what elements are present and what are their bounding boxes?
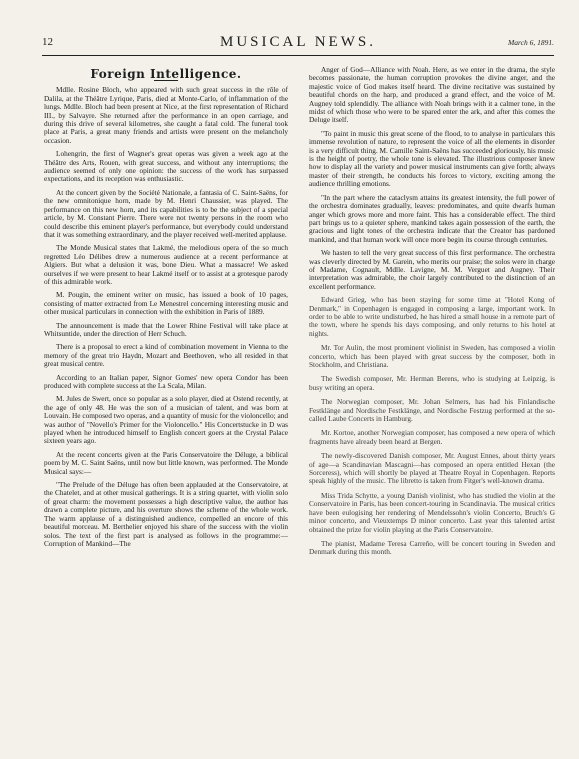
article-paragraph: The Norwegian composer, Mr. Johan Selmers, has had his Finlandische Festklänge and Nordische Festklänge, and Nordische Festzug performed at the so-called Laube Concerts in Hamburg. [309,397,555,424]
article-paragraph: M. Jules de Swert, once so popular as a solo player, died at Ostend recently, at the age of only 48. He was the son of a musician of talent, and was born at Louvain. He composed two operas, and a quantity of music for the violoncello; and was author of "Novello's Primer for the Violoncello." His Concertstucke in D was played when he introduced himself to English concert goers at the Crystal Palace sixteen years ago. [44,394,288,446]
page-number: 12 [42,36,53,48]
article-paragraph: Miss Trida Schytte, a young Danish violinist, who has studied the violin at the Conservatoire in Paris, has been concert-touring in Scandinavia. The musical critics have been eulogising her rendering of Mendelssohn's violin Concerto, Bruch's G minor concerto, and Vieuxtemps D minor concerto. Last year this talented artist obtained the prize for violin playing at the Paris Conservatoire. [309,490,555,534]
article-paragraph: The Swedish composer, Mr. Herman Berens, who is studying at Leipzig, is busy writing an opera. [309,374,555,392]
article-paragraph: Mdlle. Rosine Bloch, who appeared with such great success in the rôle of Dalila, at the Théâtre Lyrique, Paris, died at Monte-Carlo, of inflammation of the lungs. Mdlle. Bloch had been present at Nice, at the first representation of Richard III., by Salvayre. She returned after the performance in an open carriage, and during this drive of several kilometres, she caught a fatal cold. The funeral took place at Paris, a great many friends and artists were present on the melancholy occasion. [44,85,288,145]
article-paragraph: At the recent concerts given at the Paris Conservatoire the Déluge, a biblical poem by M. C. Saint Saëns, until now but little known, was performed. The Monde Musical says:— [44,449,288,476]
article-paragraph: "To paint in music this great scene of the flood, to to analyse in particulars this immense revolution of nature, to represent the voice of all the elements in disorder is a very difficult thing. M. Camille Saint-Saëns has succeeded gloriously, his music is the height of poetry, the whole tone is elevated. The illustrious composer knew how to display all the variety and power musical instruments can give forth; always master of their strength, he conducts his forces to victory, exciting among the audience thrilling emotions. [309,128,555,189]
article-paragraph: Anger of God—Alliance with Noah. Here, as we enter in the drama, the style becomes passionate, the human corruption provokes the divine anger, and the majestic voice of God makes itself heard. The divine recitative was sustained by beautiful chords on the harp, and produced a grand effect, and the voice of M. Augney told splendidly. The alliance with Noah brings with it a calmer tone, in the midst of which those who were to be spared enter the ark, and after this comes the Deluge itself. [309,65,555,125]
article-paragraph: At the concert given by the Société Nationale, a fantasia of C. Saint-Saëns, for the new omnitonique horn, made by M. Henri Chaussier, was played. The performance on this new horn, and its capabilities is to be the subject of a special article, by M. Constant Pierre. There were not twenty persons in the room who could describe this eminent player's performance, but everybody could understand that it was something extraordinary, and the player received well-merited applause. [44,187,288,239]
article-paragraph: Mr. Kortoe, another Norwegian composer, has composed a new opera of which fragments have already been heard at Bergen. [309,428,555,446]
issue-date: March 6, 1891. [508,38,554,47]
header-rule [42,55,554,56]
article-paragraph: "The Prelude of the Déluge has often been applauded at the Conservatoire, at the Chatelet, and at other musical gatherings. It is a string quartet, with violin solo of great charm: the movement possesses a high descriptive value, the author has drawn a complete picture, and his overture shows the scheme of the whole work. The warm applause of a distinguished audience, compelled an encore of this beautiful morceau. M. Berthelier enjoyed his share of the success with the violin solos. The text of the first part is analysed as follows in the programme:—Corruption of Mankind—The [44,480,288,548]
article-paragraph: There is a proposal to erect a kind of combination movement in Vienna to the memory of the great trio Haydn, Mozart and Beethoven, who all resided in that great musical centre. [44,342,288,369]
article-paragraph: Lohengrin, the first of Wagner's great operas was given a week ago at the Théâtre des Arts, Rouen, with great success, and without any interruptions; the audience seemed of only one opinion: the success of the work has surpassed expectations, and its reception was enthusiastic. [44,149,288,184]
right-column [309,66,555,563]
article-paragraph: The newly-discovered Danish composer, Mr. August Ennes, about thirty years of age—a Scandinavian Mascagni—has composed an opera entitled Hexan (the Sorceress), which will shortly be played at Theatre Royal in Copenhagen. Reports speak highly of the music. The libretto is taken from Fitger's well-known drama. [309,451,555,486]
article-paragraph: "In the part where the cataclysm attains its greatest intensity, the full power of the orchestra dominates gradually, leaves: predominates, and quite dwarfs human anger which grows more and more faint. This has a considerable effect. The third part brings us to a quieter sphere, mankind takes again possession of the earth, the gracious and light tones of the orchestra indicate that the Creator has pardoned mankind, and that human work will once more begin its course through centuries. [309,192,555,244]
article-paragraph: Edward Grieg, who has been staying for some time at "Hotel Kong of Denmark," in Copenhagen is engaged in composing a large, important work. In order to be able to write undisturbed, he has hired a small house in a remote part of the town, where he spends his days composing, and only returns to his hotel at nights. [309,295,555,338]
article-paragraph: The pianist, Madame Teresa Carreño, will be concert touring in Sweden and Denmark during this month. [309,538,555,557]
article-paragraph: We hasten to tell the very great success of this first performance. The orchestra was cleverly directed by M. Garein, who merits our praise; the solos were in charge of Madame, Cognault, Mdlle. Lavigne, M. M. Verguet and Augney. Their interpretation was admirable, the choir largely contributed to the distinction of an excellent performance. [309,248,555,291]
left-column [44,66,288,553]
running-title: MUSICAL NEWS. [220,34,376,50]
article-paragraph: M. Pougin, the eminent writer on music, has issued a book of 10 pages, consisting of matter extracted from Le Menestrel concerning interesting music and other musical particulars in connection with the exhibition in Paris of 1889. [44,290,288,317]
page-header [42,34,554,52]
section-title: Foreign Intelligence. [90,67,242,81]
article-paragraph: Mr. Tor Aulin, the most prominent violinist in Sweden, has composed a violin concerto, which has been played with great success by the composer, both in Stockholm, and Christiana. [309,343,555,369]
article-paragraph: The Monde Musical states that Lakmé, the melodious opera of the so much regretted Léo Délibes drew a numerous audience at a recent performance at Algiers. But what a delusion it was, bone Dieu. What a massacre! We asked ourselves if we were present to hear Lakmé itself or to assist at a grotesque parody of this admirable work. [44,243,288,286]
article-paragraph: The announcement is made that the Lower Rhine Festival will take place at Whitsuntide, under the direction of Herr Schuch. [44,320,288,338]
article-paragraph: According to an Italian paper, Signor Gomes' new opera Condor has been produced with complete success at the La Scala, Milan. [44,372,288,390]
